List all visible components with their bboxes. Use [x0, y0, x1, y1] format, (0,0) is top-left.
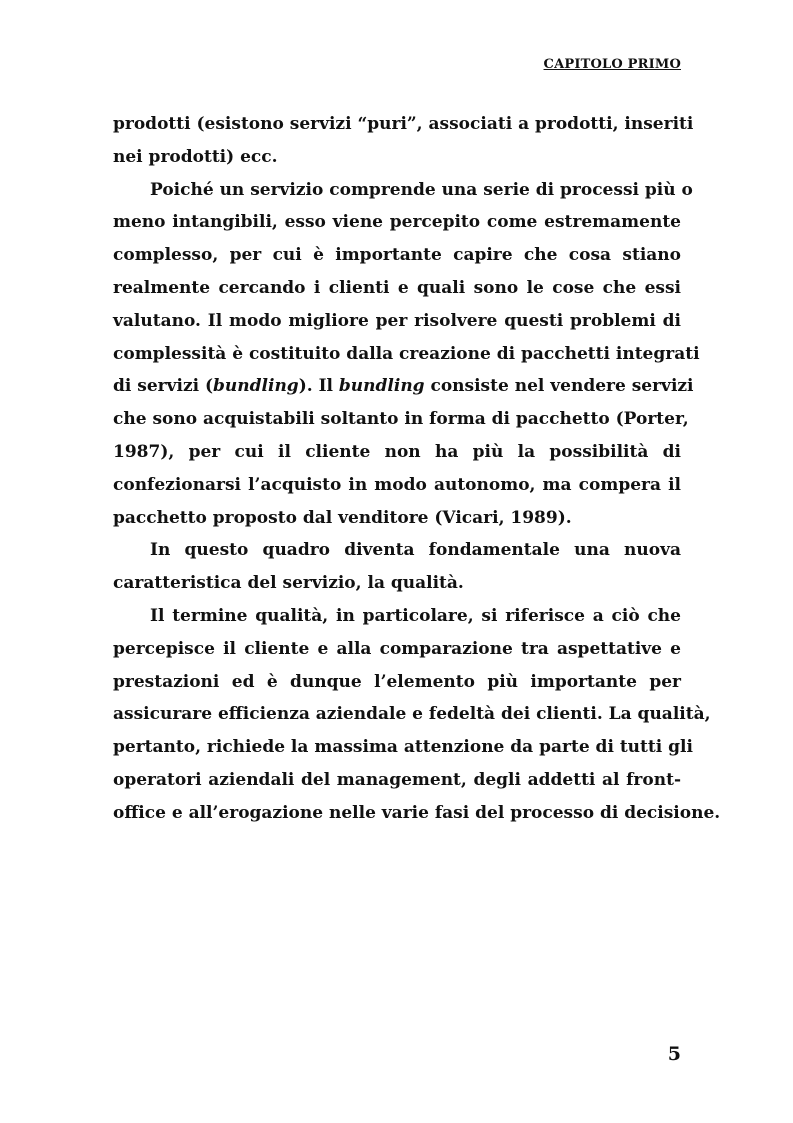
text-line: prestazioni ed è dunque l’elemento più importante per: [113, 671, 681, 692]
text-line: caratteristica del servizio, la qualità.: [113, 573, 464, 594]
text-line: realmente cercando i clienti e quali sono le cose che essi: [113, 277, 681, 298]
text-fragment: consiste nel vendere servizi: [424, 376, 694, 397]
page-number: 5: [667, 1043, 681, 1065]
text-fragment: ). Il: [298, 376, 339, 397]
text-line: office e all’erogazione nelle varie fasi del processo di decisione.: [113, 802, 721, 823]
chapter-header: CAPITOLO PRIMO: [543, 57, 681, 72]
text-line: meno intangibili, esso viene percepito come estremamente: [113, 212, 681, 233]
body-text: [113, 108, 721, 830]
text-line: operatori aziendali del management, degli addetti al front-: [113, 769, 681, 790]
text-line: pacchetto proposto dal venditore (Vicari, 1989).: [113, 507, 572, 528]
text-line: 1987), per cui il cliente non ha più la possibilità di: [113, 441, 681, 462]
text-line: confezionarsi l’acquisto in modo autonomo, ma compera il: [113, 474, 681, 495]
text-line: che sono acquistabili soltanto in forma di pacchetto (Porter,: [113, 409, 689, 430]
text-line: prodotti (esistono servizi “puri”, associati a prodotti, inseriti: [113, 114, 694, 134]
text-line: Il termine qualità, in particolare, si riferisce a ciò che: [150, 605, 681, 626]
text-line: pertanto, richiede la massima attenzione da parte di tutti gli: [113, 737, 693, 758]
text-fragment: di servizi (: [113, 376, 214, 397]
text-line: valutano. Il modo migliore per risolvere questi problemi di: [113, 310, 681, 331]
text-line: assicurare efficienza aziendale e fedeltà dei clienti. La qualità,: [113, 704, 711, 725]
text-line: percepisce il cliente e alla comparazione tra aspettative e: [113, 638, 681, 659]
text-line: In questo quadro diventa fondamentale una nuova: [150, 540, 681, 561]
text-line: complesso, per cui è importante capire che cosa stiano: [113, 245, 681, 266]
text-line: complessità è costituito dalla creazione di pacchetti integrati: [113, 343, 700, 364]
emphasis-term: bundling: [213, 376, 299, 397]
emphasis-term: bundling: [338, 376, 425, 397]
text-line-with-emphasis: [113, 370, 694, 403]
text-line: Poiché un servizio comprende una serie di processi più o: [150, 179, 693, 200]
text-line: nei prodotti) ecc.: [113, 146, 278, 167]
